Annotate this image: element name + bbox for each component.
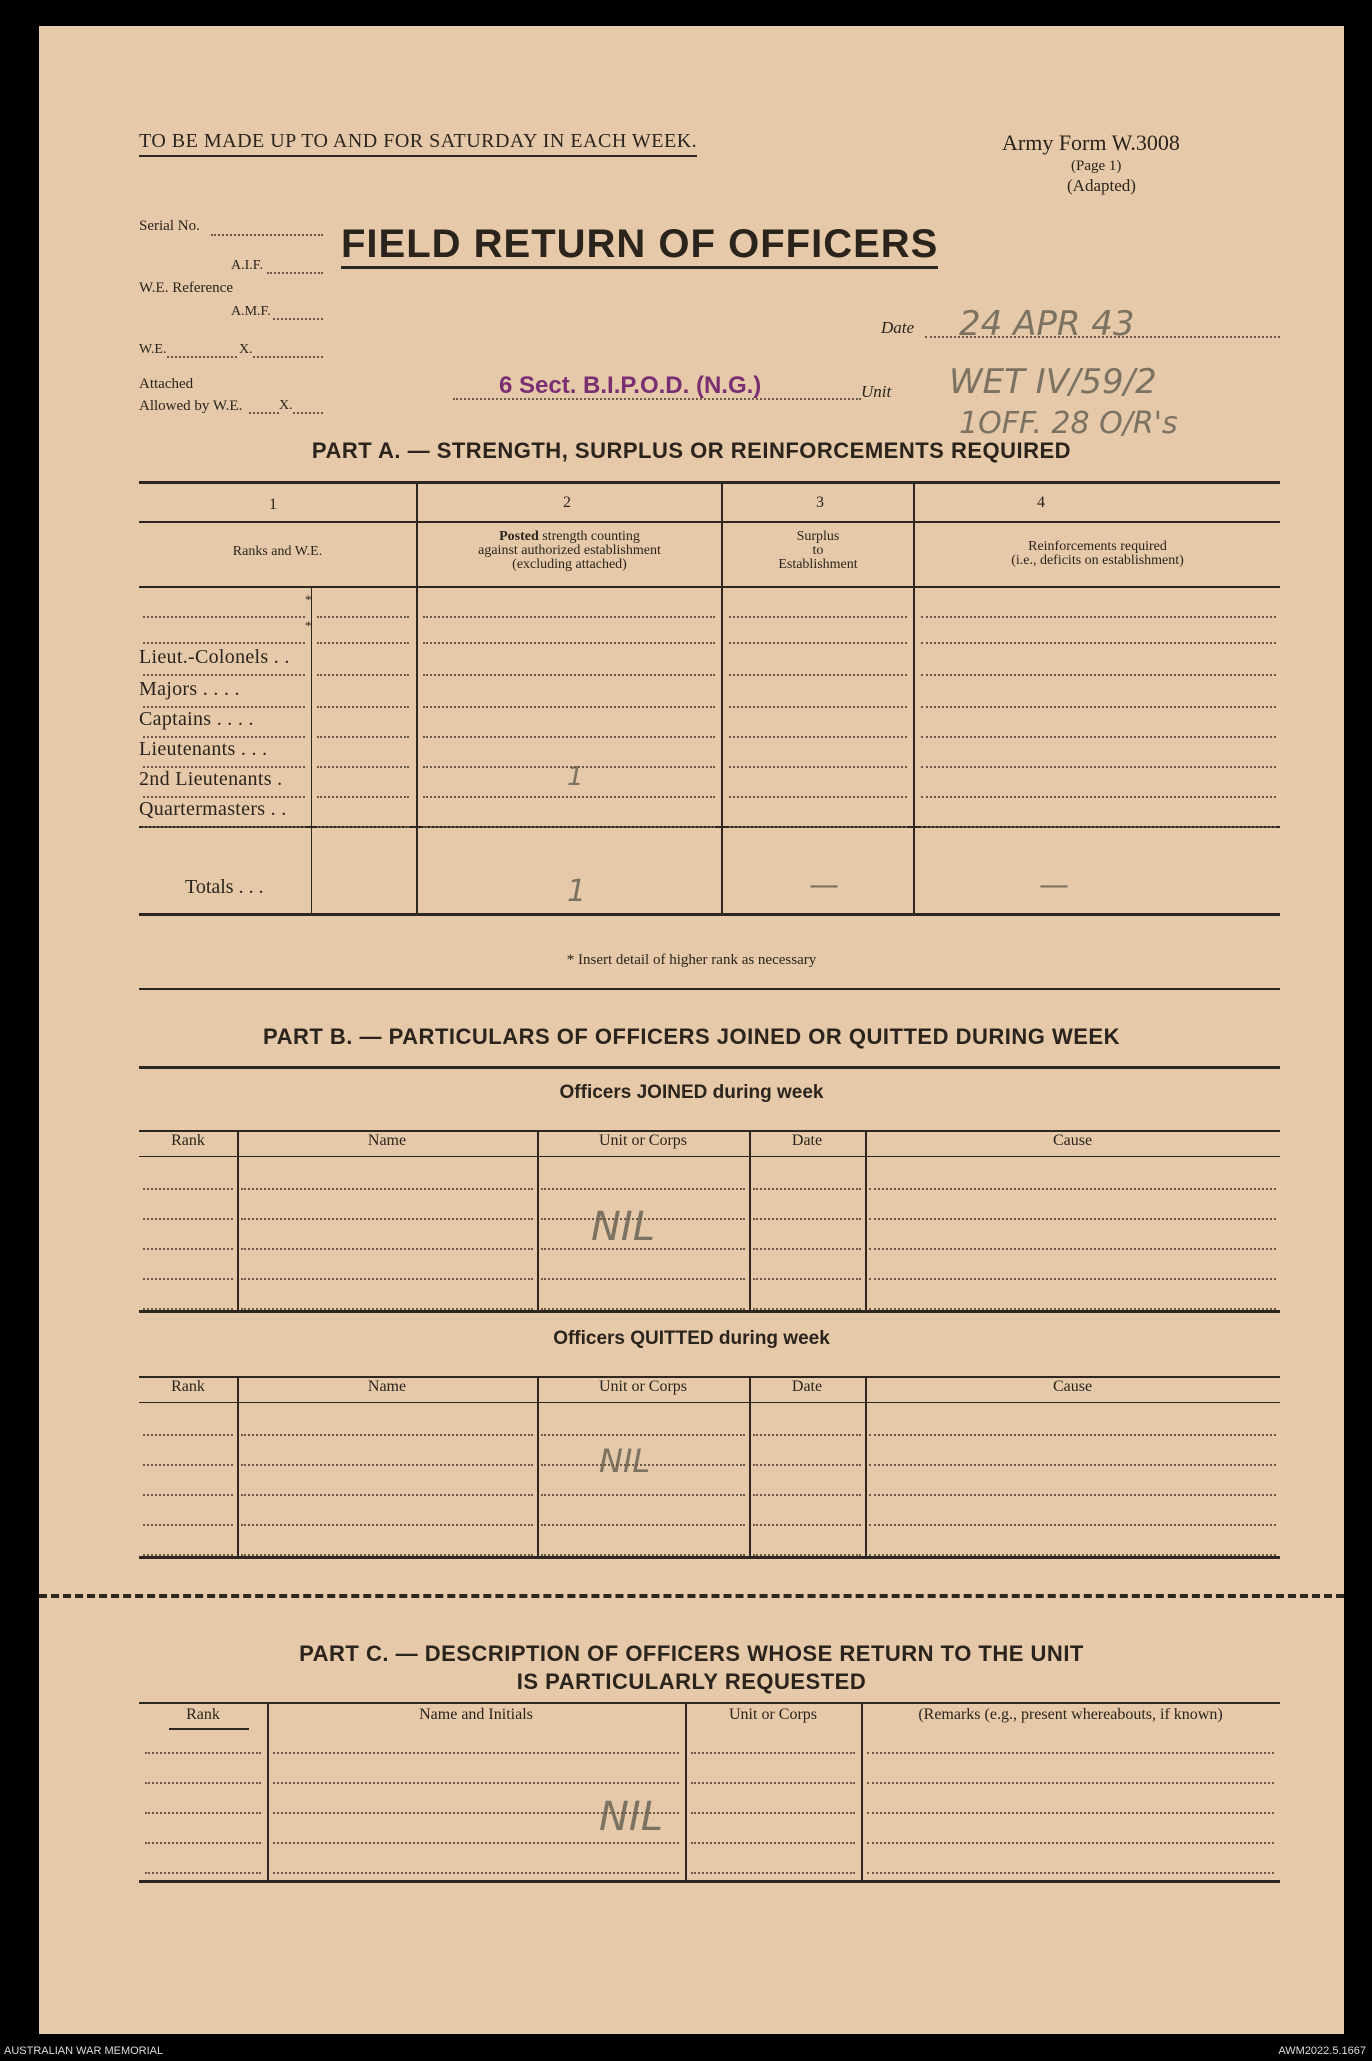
part-a-row-line (729, 826, 907, 828)
quitted-entry: NIL (599, 1442, 651, 1480)
x-field (253, 356, 323, 358)
part-a-row-line (143, 616, 305, 618)
part-a-row-line (143, 642, 305, 644)
surplus-line-1: Surplus (796, 529, 840, 544)
attached-label: Attached (139, 376, 194, 392)
part-c-row-line (145, 1812, 261, 1814)
quitted-row-line (143, 1494, 233, 1496)
part-a-row-line (729, 766, 907, 768)
part-c-row-line (145, 1752, 261, 1754)
part-a-heading: PART A. — STRENGTH, SURPLUS OR REINFORCEMENTS REQUIRED (311, 438, 1072, 463)
rank-label-4: 2nd Lieutenants . (139, 768, 283, 790)
part-a-row-line (921, 826, 1276, 828)
quitted-header-rule (139, 1402, 1280, 1403)
part-a-row-line (729, 796, 907, 798)
joined-row-line (753, 1278, 861, 1280)
part-a-row-line (729, 674, 907, 676)
allowed-by-label: Allowed by W.E. (139, 398, 243, 414)
part-c-heading-line-2: IS PARTICULARLY REQUESTED (516, 1669, 867, 1694)
joined-row-line (541, 1248, 745, 1250)
joined-bottom-rule (139, 1310, 1280, 1313)
handwritten-strength-note: 1OFF. 28 O/R's (959, 406, 1178, 441)
quitted-col-divider (237, 1376, 239, 1558)
joined-col-divider (865, 1130, 867, 1312)
part-a-row-line (423, 826, 715, 828)
quitted-row-line (241, 1494, 533, 1496)
part-a-row-line (317, 796, 409, 798)
part-c-rank-underline (169, 1728, 249, 1730)
lieutenants-posted-value: 1 (567, 762, 584, 792)
footer-credit: AUSTRALIAN WAR MEMORIAL (4, 2045, 164, 2057)
rank-label-5: Quartermasters . . (139, 798, 287, 820)
perforation-line (39, 1594, 1344, 1598)
joined-row-line (241, 1278, 533, 1280)
reinforcements-header (915, 540, 1280, 568)
joined-row-line (241, 1188, 533, 1190)
quitted-col-header-1: Name (367, 1378, 407, 1395)
quitted-col-divider (537, 1376, 539, 1558)
joined-row-line (869, 1248, 1276, 1250)
joined-row-line (753, 1218, 861, 1220)
amf-label: A.M.F. (231, 304, 271, 319)
quitted-row-line (241, 1464, 533, 1466)
part-c-col-header-1: Name and Initials (419, 1706, 533, 1723)
posted-word: Posted (499, 529, 539, 544)
quitted-row-line (753, 1494, 861, 1496)
posted-strength-header (418, 530, 721, 572)
surplus-line-2: to (812, 543, 824, 558)
part-c-row-line (867, 1812, 1274, 1814)
quitted-row-line (869, 1554, 1276, 1556)
part-a-row-line (143, 826, 305, 828)
serial-no-label: Serial No. (139, 218, 200, 234)
part-c-row-line (145, 1872, 261, 1874)
joined-row-line (241, 1308, 533, 1310)
joined-entry: NIL (591, 1204, 656, 1250)
quitted-col-header-3: Date (791, 1378, 823, 1395)
joined-row-line (541, 1218, 745, 1220)
part-a-row-line (317, 706, 409, 708)
unit-label: Unit (861, 382, 892, 401)
quitted-row-line (541, 1434, 745, 1436)
joined-row-line (869, 1308, 1276, 1310)
joined-title: Officers JOINED during week (559, 1082, 824, 1103)
part-c-entry: NIL (599, 1794, 664, 1840)
col-number-1: 1 (269, 496, 277, 513)
joined-row-line (541, 1188, 745, 1190)
part-c-row-line (273, 1812, 679, 1814)
part-a-row-line (729, 736, 907, 738)
footer-accession: AWM2022.5.1667 (1278, 2045, 1366, 2057)
part-a-row-line (423, 674, 715, 676)
quitted-row-line (241, 1554, 533, 1556)
part-a-end-rule (139, 988, 1280, 990)
joined-row-line (143, 1278, 233, 1280)
part-a-row-line (317, 766, 409, 768)
totals-label: Totals . . . (185, 876, 264, 898)
joined-row-line (869, 1278, 1276, 1280)
reinforcements-line-1: Reinforcements required (1028, 539, 1167, 554)
joined-row-line (143, 1248, 233, 1250)
quitted-row-line (869, 1434, 1276, 1436)
part-a-row-line (921, 736, 1276, 738)
part-a-row-line (423, 642, 715, 644)
quitted-col-header-2: Unit or Corps (599, 1378, 687, 1395)
part-a-row-line (423, 616, 715, 618)
joined-row-line (143, 1188, 233, 1190)
quitted-row-line (143, 1554, 233, 1556)
part-a-row-line (729, 642, 907, 644)
quitted-row-line (753, 1524, 861, 1526)
part-b-heading: PART B. — PARTICULARS OF OFFICERS JOINED OR QUITTED DURING WEEK (263, 1024, 1120, 1049)
we-label: W.E. (139, 342, 167, 357)
joined-row-line (869, 1188, 1276, 1190)
joined-col-header-2: Unit or Corps (599, 1132, 687, 1149)
joined-col-header-4: Cause (1052, 1132, 1093, 1149)
rank-label-2: Captains . . . . (139, 708, 254, 730)
quitted-row-line (541, 1464, 745, 1466)
posted-line-2: against authorized establishment (478, 543, 661, 558)
part-a-we-divider (311, 586, 312, 915)
rank-label-0: Lieut.-Colonels . . (139, 646, 290, 668)
part-a-row-line (143, 674, 305, 676)
part-a-row-line (921, 616, 1276, 618)
quitted-row-line (753, 1434, 861, 1436)
part-a-row-line (423, 766, 715, 768)
joined-col-header-3: Date (791, 1132, 823, 1149)
part-c-col-header-3: (Remarks (e.g., present whereabouts, if known) (918, 1706, 1223, 1723)
quitted-row-line (541, 1554, 745, 1556)
part-c-row-line (145, 1842, 261, 1844)
quitted-row-line (541, 1524, 745, 1526)
part-a-row-line (423, 706, 715, 708)
part-c-row-line (273, 1842, 679, 1844)
joined-row-line (753, 1308, 861, 1310)
part-c-row-line (691, 1782, 855, 1784)
part-a-row-line (729, 616, 907, 618)
part-c-row-line (691, 1812, 855, 1814)
joined-row-line (753, 1188, 861, 1190)
col-number-3: 3 (816, 494, 824, 511)
quitted-col-header-0: Rank (171, 1378, 205, 1395)
part-c-row-line (273, 1782, 679, 1784)
aif-label: A.I.F. (231, 258, 263, 273)
page-indicator: (Page 1) (1071, 158, 1122, 174)
joined-row-line (541, 1308, 745, 1310)
joined-row-line (241, 1248, 533, 1250)
quitted-col-header-4: Cause (1052, 1378, 1093, 1395)
joined-row-line (541, 1278, 745, 1280)
part-a-row-line (921, 766, 1276, 768)
joined-col-divider (537, 1130, 539, 1312)
form-title: FIELD RETURN OF OFFICERS (341, 222, 938, 269)
part-c-row-line (867, 1842, 1274, 1844)
quitted-row-line (541, 1494, 745, 1496)
part-a-row-line (317, 642, 409, 644)
part-c-row-line (867, 1782, 1274, 1784)
adapted-label: (Adapted) (1067, 176, 1136, 195)
quitted-col-divider (865, 1376, 867, 1558)
we-field (167, 356, 237, 358)
joined-col-divider (749, 1130, 751, 1312)
part-c-heading (39, 1640, 1344, 1696)
joined-row-line (143, 1308, 233, 1310)
x-label: X. (239, 342, 253, 357)
col-number-4: 4 (1037, 494, 1045, 511)
date-handwritten: 24 APR 43 (959, 304, 1135, 344)
quitted-row-line (869, 1464, 1276, 1466)
allowed-x-field (293, 412, 323, 414)
star-marker: * (305, 618, 312, 633)
part-c-row-line (145, 1782, 261, 1784)
surplus-line-3: Establishment (778, 557, 858, 572)
part-a-row-line (729, 706, 907, 708)
rank-label-3: Lieutenants . . . (139, 738, 268, 760)
part-c-row-line (273, 1752, 679, 1754)
quitted-row-line (869, 1524, 1276, 1526)
rank-label-1: Majors . . . . (139, 678, 240, 700)
part-c-row-line (691, 1842, 855, 1844)
part-c-col-header-2: Unit or Corps (729, 1706, 817, 1723)
col-number-2: 2 (563, 494, 571, 511)
totals-reinforcements-value: — (1039, 868, 1069, 903)
part-c-col-divider (685, 1704, 687, 1880)
quitted-col-divider (749, 1376, 751, 1558)
aif-field (267, 272, 323, 274)
joined-row-line (753, 1248, 861, 1250)
form-sheet (39, 26, 1344, 2034)
part-c-col-header-0: Rank (186, 1706, 220, 1723)
surplus-header (723, 530, 913, 572)
posted-line-3: (excluding attached) (512, 557, 627, 572)
part-a-row-line (317, 826, 409, 828)
quitted-row-line (241, 1524, 533, 1526)
part-c-row-line (867, 1752, 1274, 1754)
part-c-row-line (273, 1872, 679, 1874)
joined-col-header-0: Rank (171, 1132, 205, 1149)
part-a-row-line (921, 642, 1276, 644)
serial-no-field (211, 234, 323, 236)
quitted-row-line (753, 1554, 861, 1556)
part-a-row-line (921, 796, 1276, 798)
part-c-col-divider (267, 1704, 269, 1880)
joined-row-line (869, 1218, 1276, 1220)
posted-rest: strength counting (542, 529, 640, 544)
reinforcements-line-2: (i.e., deficits on establishment) (1011, 553, 1184, 568)
quitted-title: Officers QUITTED during week (553, 1328, 830, 1349)
part-b-top-rule (139, 1066, 1280, 1069)
joined-col-divider (237, 1130, 239, 1312)
part-a-row-line (317, 616, 409, 618)
part-a-row-line (921, 674, 1276, 676)
part-c-bottom-rule (139, 1880, 1280, 1883)
part-c-row-line (691, 1752, 855, 1754)
quitted-row-line (143, 1464, 233, 1466)
part-c-row-line (691, 1872, 855, 1874)
part-a-row-line (317, 736, 409, 738)
part-c-top-rule (139, 1702, 1280, 1704)
part-a-row-line (317, 674, 409, 676)
quitted-row-line (869, 1494, 1276, 1496)
quitted-row-line (241, 1434, 533, 1436)
quitted-bottom-rule (139, 1556, 1280, 1559)
joined-col-header-1: Name (367, 1132, 407, 1149)
part-a-row-line (423, 736, 715, 738)
part-c-row-line (867, 1872, 1274, 1874)
part-a-footnote: * Insert detail of higher rank as necessary (566, 952, 817, 968)
army-form-number: Army Form W.3008 (1002, 130, 1180, 155)
part-c-col-divider (861, 1704, 863, 1880)
part-c-heading-line-1: PART C. — DESCRIPTION OF OFFICERS WHOSE RETURN TO THE UNIT (299, 1641, 1084, 1666)
part-a-row-line (423, 796, 715, 798)
part-a-number-rule (139, 521, 1280, 523)
we-reference-label: W.E. Reference (139, 280, 233, 296)
part-a-top-rule (139, 481, 1280, 484)
totals-surplus-value: — (809, 868, 839, 903)
amf-field (273, 318, 323, 320)
quitted-row-line (753, 1464, 861, 1466)
part-a-row-line (921, 706, 1276, 708)
handwritten-we-note: WET IV/59/2 (949, 362, 1157, 402)
quitted-row-line (143, 1524, 233, 1526)
joined-header-rule (139, 1156, 1280, 1157)
date-label: Date (881, 318, 915, 337)
joined-row-line (241, 1218, 533, 1220)
unit-stamp: 6 Sect. B.I.P.O.D. (N.G.) (499, 372, 762, 399)
star-marker: * (305, 592, 312, 607)
allowed-we-field (249, 412, 279, 414)
joined-row-line (143, 1218, 233, 1220)
totals-posted-value: 1 (567, 874, 587, 909)
ranks-and-we-header: Ranks and W.E. (232, 544, 323, 559)
weekly-instruction: TO BE MADE UP TO AND FOR SATURDAY IN EACH WEEK. (139, 130, 697, 157)
allowed-x-label: X. (279, 398, 293, 413)
quitted-row-line (143, 1434, 233, 1436)
